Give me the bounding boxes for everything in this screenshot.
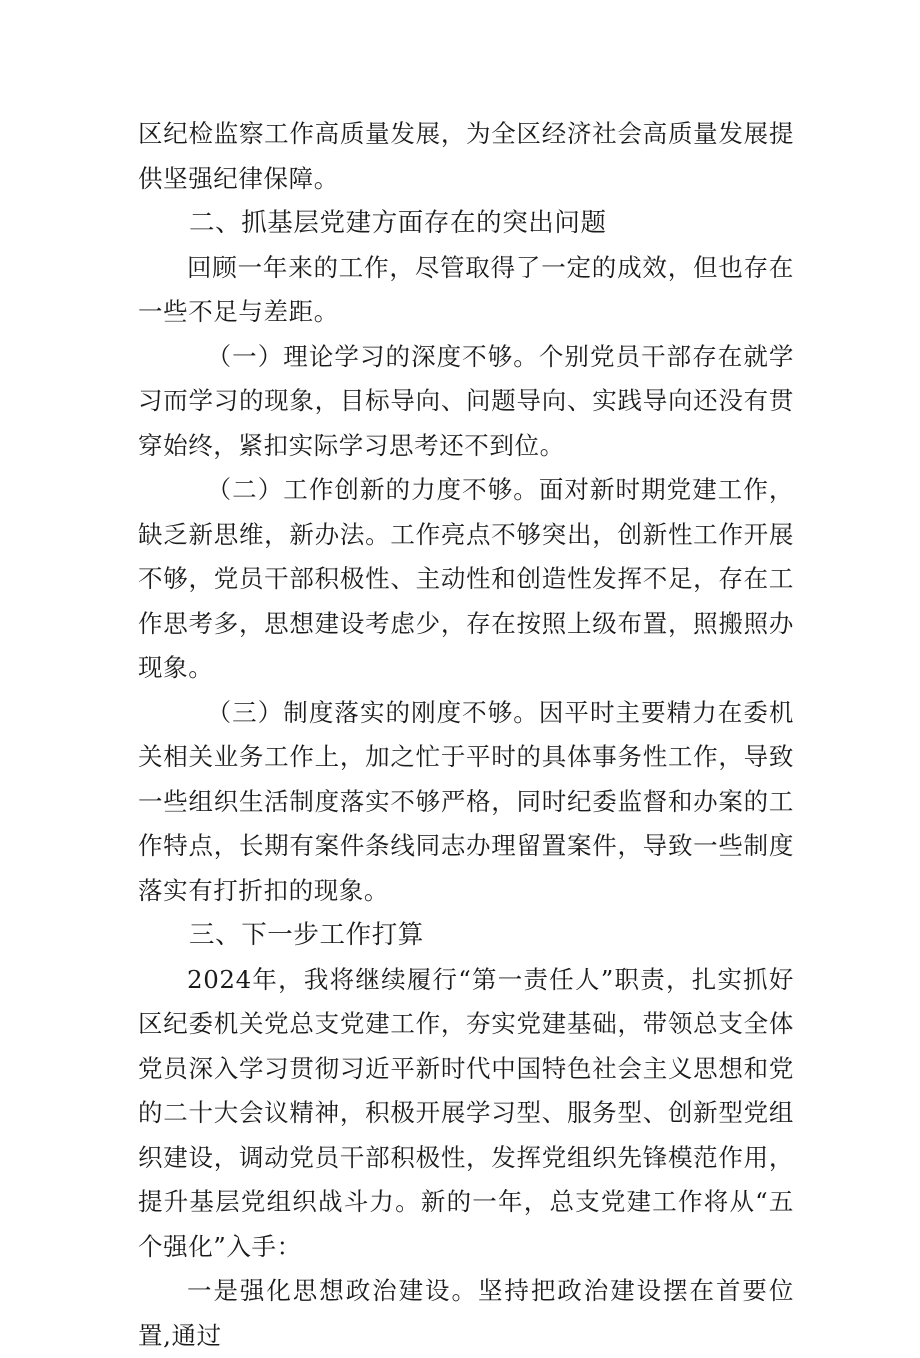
paragraph-issue-2: （二）工作创新的力度不够。面对新时期党建工作，缺乏新思维，新办法。工作亮点不够突出，创新性工作开展不够，党员干部积极性、主动性和创造性发挥不足，存在工作思考多，思想建设考虑少，存在按照上级布置，照搬照办现象。 — [138, 475, 794, 682]
paragraph-review: 回顾一年来的工作，尽管取得了一定的成效，但也存在一些不足与差距。 — [138, 252, 794, 326]
paragraph-continuation: 区纪检监察工作高质量发展，为全区经济社会高质量发展提供坚强纪律保障。 — [138, 119, 794, 193]
paragraph-strengthen-1: 一是强化思想政治建设。坚持把政治建设摆在首要位置,通过 — [138, 1276, 794, 1350]
section-heading-next-steps: 三、下一步工作打算 — [189, 920, 424, 950]
paragraph-plan-2024: 2024年，我将继续履行“第一责任人”职责，扎实抓好区纪委机关党总支党建工作，夯实党建基础，带领总支全体党员深入学习贯彻习近平新时代中国特色社会主义思想和党的二十大会议精神，积极开展学习型、服务型、创新型党组织建设，调动党员干部积极性，发挥党组织先锋模范作用，提升基层党组织战斗力。新的一年，总支党建工作将从“五个强化”入手： — [138, 964, 794, 1261]
section-heading-problems: 二、抓基层党建方面存在的突出问题 — [189, 208, 607, 238]
paragraph-issue-3: （三）制度落实的刚度不够。因平时主要精力在委机关相关业务工作上，加之忙于平时的具体事务性工作，导致一些组织生活制度落实不够严格，同时纪委监督和办案的工作特点，长期有案件条线同志办理留置案件，导致一些制度落实有打折扣的现象。 — [138, 697, 794, 905]
document-body — [138, 112, 794, 1358]
paragraph-issue-1: （一）理论学习的深度不够。个别党员干部存在就学习而学习的现象，目标导向、问题导向、实践导向还没有贯穿始终，紧扣实际学习思考还不到位。 — [138, 341, 794, 460]
